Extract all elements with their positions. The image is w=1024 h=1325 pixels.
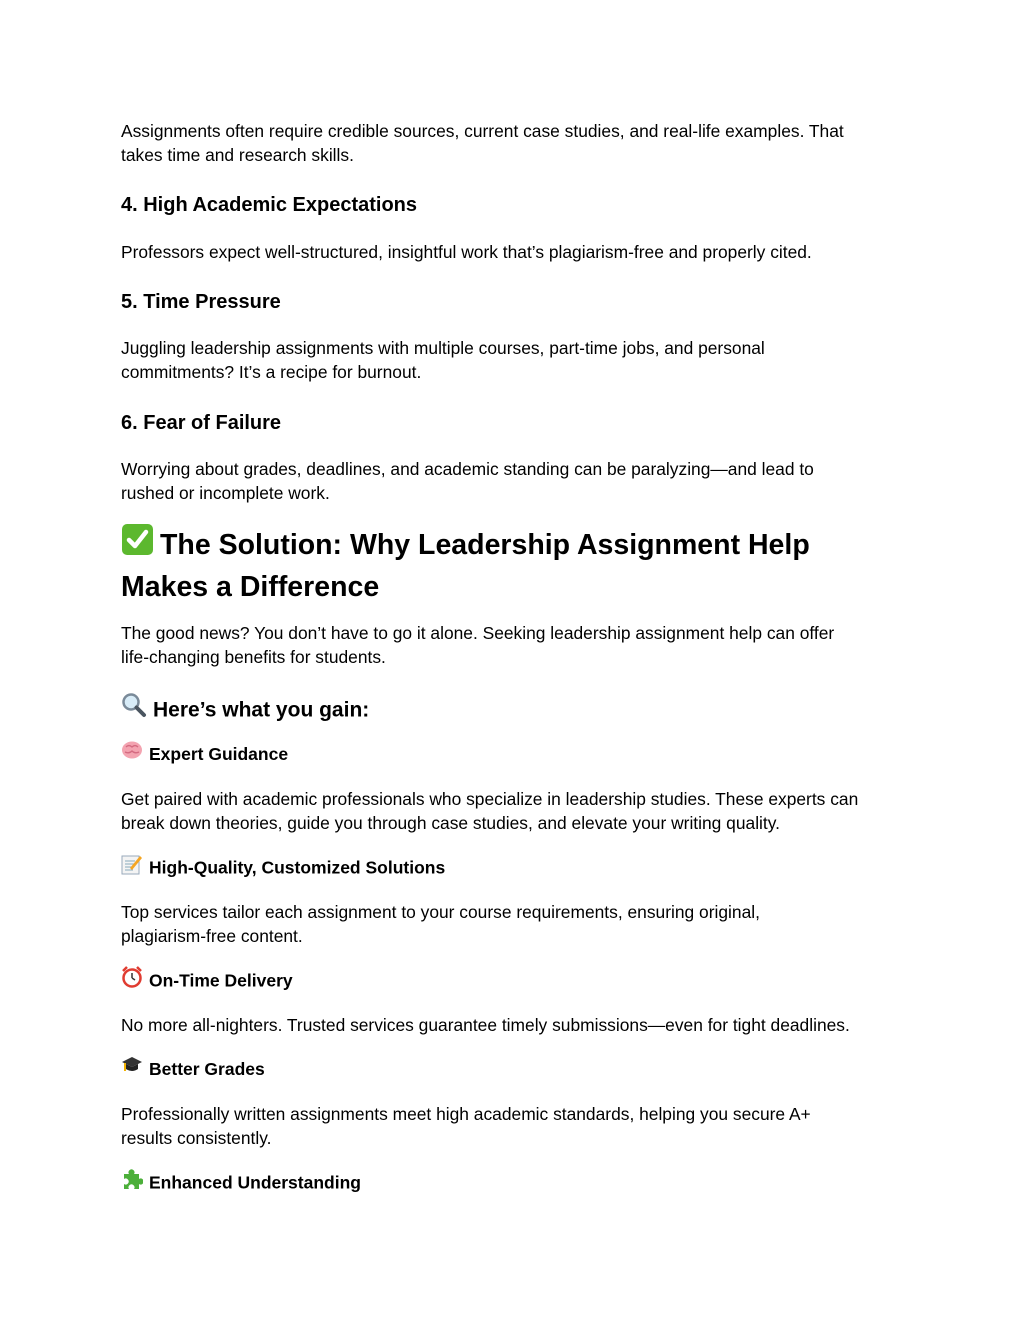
text-line: commitments? It’s a recipe for burnout. bbox=[121, 362, 422, 382]
text-line: Juggling leadership assignments with multiple courses, part-time jobs, and personal bbox=[121, 338, 765, 358]
gain-enhanced-understanding bbox=[121, 1170, 361, 1198]
gains-heading bbox=[121, 694, 369, 728]
paragraph bbox=[121, 240, 812, 264]
intro-paragraph bbox=[121, 119, 844, 167]
brain-icon bbox=[121, 740, 143, 766]
gain-high-quality-solutions bbox=[121, 855, 445, 883]
paragraph bbox=[121, 1013, 850, 1037]
text-line: The good news? You don’t have to go it alone. Seeking leadership assignment help can offer bbox=[121, 623, 835, 643]
graduation-cap-icon bbox=[121, 1055, 143, 1081]
gain-on-time-delivery bbox=[121, 968, 293, 996]
gain-better-grades bbox=[121, 1057, 265, 1083]
text-line: Top services tailor each assignment to your course requirements, ensuring original, bbox=[121, 902, 760, 922]
item-title: On-Time Delivery bbox=[149, 970, 293, 991]
gain-expert-guidance bbox=[121, 742, 288, 768]
text-line: results consistently. bbox=[121, 1128, 272, 1148]
paragraph bbox=[121, 457, 814, 505]
text-line: rushed or incomplete work. bbox=[121, 483, 330, 503]
item-title: Expert Guidance bbox=[149, 744, 289, 764]
heading-line: The Solution: Why Leadership Assignment Help bbox=[160, 529, 810, 562]
heading-fear-of-failure: 6. Fear of Failure bbox=[121, 412, 282, 434]
paragraph bbox=[121, 900, 760, 948]
text-line: No more all-nighters. Trusted services guarantee timely submissions—even for tight deadlines. bbox=[121, 1015, 850, 1035]
heading-time-pressure: 5. Time Pressure bbox=[121, 291, 281, 313]
paragraph bbox=[121, 336, 765, 384]
alarm-clock-icon bbox=[121, 966, 143, 994]
text-line: Get paired with academic professionals who specialize in leadership studies. These experts can bbox=[121, 789, 859, 809]
text-line: Worrying about grades, deadlines, and academic standing can be paralyzing—and lead to bbox=[121, 459, 814, 479]
memo-icon bbox=[121, 853, 143, 881]
paragraph bbox=[121, 1102, 811, 1150]
text-line: Professionally written assignments meet high academic standards, helping you secure A+ bbox=[121, 1104, 811, 1124]
text-line: takes time and research skills. bbox=[121, 145, 354, 165]
item-title: Better Grades bbox=[149, 1059, 265, 1079]
heading-text: Here’s what you gain: bbox=[153, 698, 370, 722]
text-line: Assignments often require credible sources, current case studies, and real-life examples. That bbox=[121, 121, 844, 141]
heading-high-academic-expectations: 4. High Academic Expectations bbox=[121, 194, 418, 216]
item-title: High-Quality, Customized Solutions bbox=[149, 857, 446, 878]
solution-heading bbox=[121, 525, 810, 606]
magnifying-glass-icon bbox=[121, 692, 147, 726]
puzzle-piece-icon bbox=[121, 1168, 143, 1196]
paragraph bbox=[121, 621, 834, 669]
text-line: break down theories, guide you through case studies, and elevate your writing quality. bbox=[121, 813, 780, 833]
item-title: Enhanced Understanding bbox=[149, 1172, 361, 1193]
check-mark-button-icon bbox=[121, 523, 154, 566]
paragraph bbox=[121, 787, 858, 835]
text-line: life-changing benefits for students. bbox=[121, 647, 386, 667]
heading-line: Makes a Difference bbox=[121, 571, 380, 603]
text-line: Professors expect well-structured, insightful work that’s plagiarism-free and properly cited. bbox=[121, 242, 812, 262]
text-line: plagiarism-free content. bbox=[121, 926, 303, 946]
